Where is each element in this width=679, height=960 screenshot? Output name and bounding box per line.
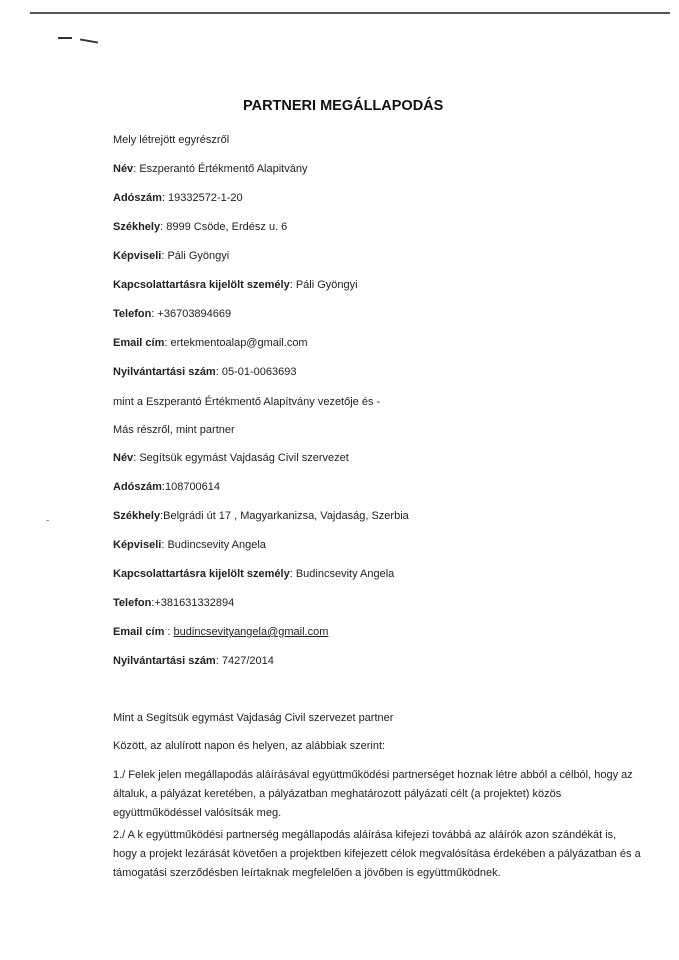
field-separator: :: [151, 597, 155, 609]
scan-border-line: [30, 12, 670, 14]
field-value: ertekmentoalap@gmail.com: [170, 337, 308, 349]
scan-mark: [58, 37, 72, 39]
field-separator: :: [164, 337, 171, 349]
party2-field: [113, 481, 220, 493]
field-separator: :: [151, 308, 158, 320]
scan-mark: [46, 520, 49, 521]
field-separator: :: [289, 568, 296, 580]
clause-2: 2./ A k együttműködési partnerség megállapodás aláírása kifejezi továbbá az aláírók azon szándékát is, hogy a projekt lezárását követően a projektben kifejezett célok megvalósítása érdekében a pályázatban és a támogatási szerződésben leírtaknak megfelelően a jövőben is együttműködnek.: [113, 829, 641, 879]
field-separator: :: [161, 250, 168, 262]
clause-1: 1./ Felek jelen megállapodás aláírásával együttműködési partnerséget hoznak létre abból a célból, hogy az általuk, a pályázat keretében, a pályázatban meghatározott pályázati célt (a projektet) közös együttműködéssel valósítsák meg.: [113, 769, 633, 819]
field-value: 108700614: [164, 481, 221, 493]
field-separator: :: [164, 626, 174, 638]
field-label: Email cím: [113, 626, 165, 638]
field-separator: :: [161, 539, 168, 551]
field-label: Nyilvántartási szám: [113, 655, 216, 667]
email-link[interactable]: budincsevityangela@gmail.com: [173, 626, 329, 638]
field-value: +381631332894: [154, 597, 235, 609]
party2-field: [113, 452, 349, 464]
field-label: Kapcsolattartásra kijelölt személy: [113, 568, 290, 580]
field-label: Székhely: [113, 510, 161, 522]
field-value: +36703894669: [157, 308, 232, 320]
field-value: Páli Gyöngyi: [167, 250, 230, 262]
party1-field: [113, 163, 307, 175]
field-separator: :: [133, 163, 140, 175]
party1-field: [113, 192, 243, 204]
party2-field: [113, 655, 274, 667]
field-separator: :: [215, 655, 222, 667]
party1-field: [113, 279, 358, 291]
party2-field: [113, 568, 394, 580]
field-label: Képviseli: [113, 539, 162, 551]
field-value: Páli Gyöngyi: [295, 279, 358, 291]
field-label: Székhely: [113, 221, 161, 233]
scan-mark: [80, 38, 98, 43]
intro2-text: Más részről, mint partner: [113, 424, 235, 436]
field-label: Telefon: [113, 597, 152, 609]
field-label: Email cím: [113, 337, 165, 349]
field-value: 7427/2014: [221, 655, 274, 667]
field-label: Név: [113, 452, 134, 464]
field-separator: :: [289, 279, 296, 291]
field-label: Név: [113, 163, 134, 175]
party2-role: Mint a Segítsük egymást Vajdaság Civil szervezet partner: [113, 712, 394, 724]
field-value: Eszperantó Értékmentő Alapitvány: [139, 163, 308, 175]
party2-field: [113, 510, 409, 522]
field-value: 19332572-1-20: [168, 192, 243, 204]
party2-field: [113, 597, 234, 609]
field-value: 8999 Csöde, Erdész u. 6: [166, 221, 288, 233]
party1-field: [113, 337, 308, 349]
party1-field: [113, 366, 296, 378]
field-separator: :: [133, 452, 140, 464]
field-separator: :: [161, 192, 169, 204]
field-value: Segítsük egymást Vajdaság Civil szervezet: [139, 452, 349, 464]
field-separator: :: [160, 510, 164, 522]
party1-role: mint a Eszperantó Értékmentő Alapítvány vezetője és -: [113, 396, 381, 408]
field-value: Belgrádi út 17 , Magyarkanizsa, Vajdaság, Szerbia: [163, 510, 409, 522]
field-label: Kapcsolattartásra kijelölt személy: [113, 279, 290, 291]
field-label: Adószám: [113, 481, 162, 493]
field-separator: :: [161, 481, 165, 493]
field-separator: :: [160, 221, 167, 233]
party1-field: [113, 221, 287, 233]
field-label: Nyilvántartási szám: [113, 366, 216, 378]
field-label: Telefon: [113, 308, 152, 320]
party1-field: [113, 308, 231, 320]
field-separator: :: [215, 366, 222, 378]
field-value: Budincsevity Angela: [167, 539, 266, 551]
field-value: Budincsevity Angela: [295, 568, 395, 580]
party1-field: [113, 250, 229, 262]
between-text: Között, az alulírott napon és helyen, az alábbiak szerint:: [113, 740, 386, 752]
party2-field: [113, 626, 328, 638]
field-value: 05-01-0063693: [221, 366, 297, 378]
field-label: Adószám: [113, 192, 162, 204]
field-label: Képviseli: [113, 250, 162, 262]
party2-field: [113, 539, 266, 551]
intro-text: Mely létrejött egyrészről: [113, 134, 230, 146]
document-title: PARTNERI MEGÁLLAPODÁS: [243, 98, 444, 114]
